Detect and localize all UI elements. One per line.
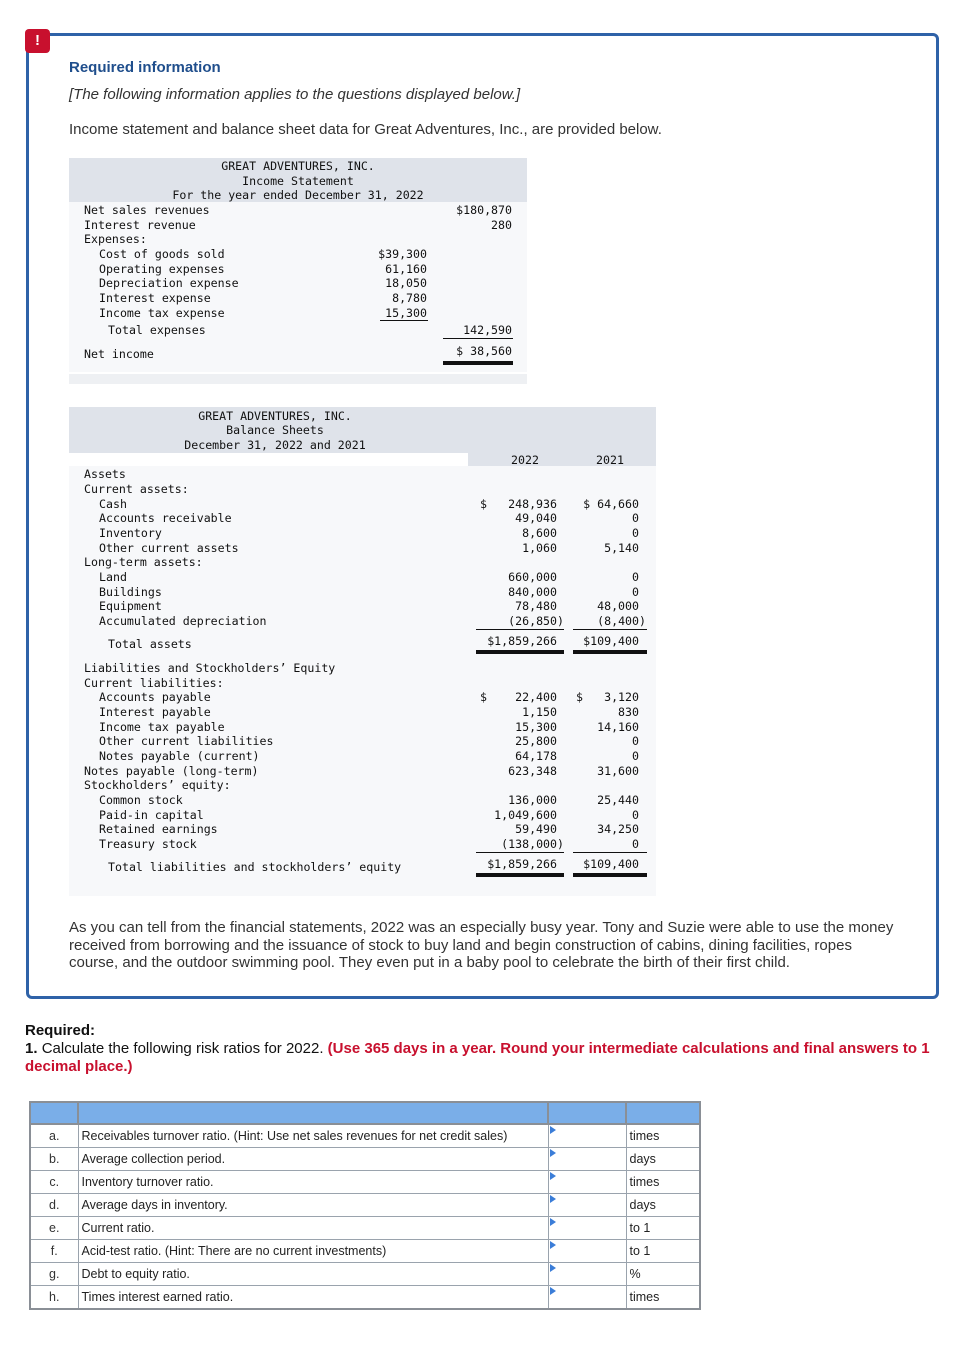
net-income-label: Net income: [84, 347, 154, 361]
total-expenses-value: 142,590: [463, 323, 512, 337]
long-term-asset-2022: 840,000: [508, 585, 557, 599]
input-marker-icon: [550, 1172, 556, 1180]
expense-label: Depreciation expense: [99, 276, 239, 290]
required-information-title: Required information: [69, 59, 221, 76]
current-asset-2022: 8,600: [522, 526, 557, 540]
expense-value: $39,300: [378, 247, 427, 261]
answer-input[interactable]: [549, 1286, 626, 1308]
expense-value: 61,160: [385, 262, 427, 276]
current-liability-2021: 14,160: [597, 720, 639, 734]
equity-2021: 0: [632, 808, 639, 822]
input-marker-icon: [550, 1195, 556, 1203]
alert-icon: !: [25, 29, 50, 53]
current-liability-label: Income tax payable: [99, 720, 225, 734]
required-label: Required:: [25, 1022, 96, 1039]
equity-label: Treasury stock: [99, 837, 197, 851]
instruction-text: Calculate the following risk ratios for 2022.: [41, 1040, 324, 1057]
current-asset-2021: 5,140: [604, 541, 639, 555]
answer-input[interactable]: [549, 1194, 626, 1216]
total-assets-2021: $109,400: [583, 634, 639, 648]
equity-2022: 59,490: [515, 822, 557, 836]
current-liability-2022: 15,300: [515, 720, 557, 734]
stockholders-equity-label: Stockholders’ equity:: [84, 778, 231, 792]
income-period: For the year ended December 31, 2022: [172, 188, 424, 202]
expense-value: 18,050: [385, 276, 427, 290]
total-liabilities-equity-label: Total liabilities and stockholders’ equity: [108, 860, 402, 874]
ratio-description: Average days in inventory.: [78, 1194, 548, 1217]
equity-2021: 34,250: [597, 822, 639, 836]
ratio-description: Receivables turnover ratio. (Hint: Use net sales revenues for net credit sales): [78, 1124, 548, 1148]
current-liability-2021: 3,120: [604, 690, 639, 704]
story-paragraph: As you can tell from the financial statements, 2022 was an especially busy year. Tony and Suzie were able to use the money received from borrowing and the issuance of stock to buy land and begin construction of cabins, dining facilities, ropes course, and the outdoor swimming pool. They even put in a baby pool to celebrate the birth of their first child.: [69, 919, 894, 971]
row-letter: d.: [30, 1194, 78, 1217]
answer-input[interactable]: [549, 1148, 626, 1170]
row-letter: b.: [30, 1148, 78, 1171]
balance-period: December 31, 2022 and 2021: [184, 438, 366, 452]
current-assets-label: Current assets:: [84, 482, 189, 496]
current-liability-label: Accounts payable: [99, 690, 211, 704]
table-row: [30, 1217, 700, 1240]
interest-revenue-value: 280: [491, 218, 512, 232]
current-liability-label: Interest payable: [99, 705, 211, 719]
table-row: [30, 1286, 700, 1310]
answer-input[interactable]: [549, 1217, 626, 1239]
ratio-unit: days: [626, 1148, 700, 1171]
long-term-asset-2021: 0: [632, 570, 639, 584]
long-term-asset-2022: 660,000: [508, 570, 557, 584]
current-liability-label: Notes payable (current): [99, 749, 260, 763]
total-expenses-underline: [443, 338, 513, 339]
current-asset-2021: 0: [632, 526, 639, 540]
ratio-unit: to 1: [626, 1217, 700, 1240]
long-term-assets-label: Long-term assets:: [84, 555, 203, 569]
ratio-description: Times interest earned ratio.: [78, 1286, 548, 1310]
current-liability-2021: 830: [618, 705, 639, 719]
expense-value: 15,300: [385, 306, 427, 320]
table-row: [30, 1240, 700, 1263]
interest-revenue-label: Interest revenue: [84, 218, 196, 232]
equity-label: Paid-in capital: [99, 808, 204, 822]
ratio-unit: times: [626, 1286, 700, 1310]
current-asset-label: Accounts receivable: [99, 511, 232, 525]
income-company-name: GREAT ADVENTURES, INC.: [221, 159, 375, 173]
notes-payable-long-term-label: Notes payable (long-term): [84, 764, 259, 778]
dollar-sign: $: [576, 690, 583, 704]
equity-label: Retained earnings: [99, 822, 218, 836]
ratio-unit: %: [626, 1263, 700, 1286]
expense-value: 8,780: [392, 291, 427, 305]
equity-2022: (138,000): [501, 837, 564, 851]
net-income-double-underline: [443, 361, 513, 365]
long-term-asset-label: Buildings: [99, 585, 162, 599]
expense-label: Interest expense: [99, 291, 211, 305]
row-letter: g.: [30, 1263, 78, 1286]
intro-text: Income statement and balance sheet data for Great Adventures, Inc., are provided below.: [69, 121, 662, 138]
dollar-sign: $: [480, 690, 487, 704]
ratio-unit: to 1: [626, 1240, 700, 1263]
risk-ratios-table: [29, 1101, 701, 1310]
total-assets-2022: $1,859,266: [487, 634, 557, 648]
expense-label: Operating expenses: [99, 262, 225, 276]
expense-label: Cost of goods sold: [99, 247, 225, 261]
total-liabilities-equity-2021: $109,400: [583, 857, 639, 871]
answer-input[interactable]: [549, 1125, 626, 1147]
balance-sheet-name: Balance Sheets: [226, 423, 324, 437]
table-row: [30, 1124, 700, 1148]
input-marker-icon: [550, 1126, 556, 1134]
ratio-unit: times: [626, 1124, 700, 1148]
row-letter: f.: [30, 1240, 78, 1263]
equity-2021: 25,440: [597, 793, 639, 807]
long-term-asset-label: Accumulated depreciation: [99, 614, 267, 628]
expenses-label: Expenses:: [84, 232, 147, 246]
current-asset-label: Cash: [99, 497, 127, 511]
total-assets-label: Total assets: [108, 637, 192, 651]
current-liabilities-label: Current liabilities:: [84, 676, 224, 690]
net-income-value: $ 38,560: [456, 344, 512, 358]
income-statement-name: Income Statement: [242, 174, 354, 188]
current-asset-2022: 248,936: [508, 497, 557, 511]
column-header-2022: 2022: [511, 453, 539, 467]
long-term-asset-2021: 0: [632, 585, 639, 599]
input-marker-icon: [550, 1218, 556, 1226]
total-liabilities-equity-2022: $1,859,266: [487, 857, 557, 871]
input-marker-icon: [550, 1287, 556, 1295]
long-term-asset-2021: 48,000: [597, 599, 639, 613]
ratio-description: Debt to equity ratio.: [78, 1263, 548, 1286]
current-asset-2022: 49,040: [515, 511, 557, 525]
expenses-underline: [380, 320, 428, 321]
dollar-sign: $: [480, 497, 487, 511]
total-expenses-label: Total expenses: [108, 323, 206, 337]
table-row: [30, 1194, 700, 1217]
assets-label: Assets: [84, 467, 126, 481]
net-sales-label: Net sales revenues: [84, 203, 210, 217]
equity-2021: 0: [632, 837, 639, 851]
notes-payable-long-term-2021: 31,600: [597, 764, 639, 778]
applies-note: [The following information applies to the questions displayed below.]: [69, 86, 521, 103]
current-asset-label: Inventory: [99, 526, 162, 540]
equity-2022: 1,049,600: [494, 808, 557, 822]
equity-label: Common stock: [99, 793, 183, 807]
expense-label: Income tax expense: [99, 306, 225, 320]
answer-input[interactable]: [549, 1240, 626, 1262]
balance-company-name: GREAT ADVENTURES, INC.: [198, 409, 352, 423]
column-header-2021: 2021: [596, 453, 624, 467]
ratio-description: Inventory turnover ratio.: [78, 1171, 548, 1194]
answer-input[interactable]: [549, 1263, 626, 1285]
net-sales-value: $180,870: [456, 203, 512, 217]
ratio-description: Acid-test ratio. (Hint: There are no current investments): [78, 1240, 548, 1263]
input-marker-icon: [550, 1149, 556, 1157]
long-term-asset-2022: 78,480: [515, 599, 557, 613]
row-letter: c.: [30, 1171, 78, 1194]
current-asset-2022: 1,060: [522, 541, 557, 555]
input-marker-icon: [550, 1241, 556, 1249]
instruction: [25, 1040, 945, 1076]
current-liability-label: Other current liabilities: [99, 734, 274, 748]
current-liability-2022: 25,800: [515, 734, 557, 748]
current-liability-2021: 0: [632, 749, 639, 763]
current-liability-2021: 0: [632, 734, 639, 748]
current-asset-2021: 0: [632, 511, 639, 525]
long-term-asset-2022: (26,850): [508, 614, 564, 628]
current-liability-2022: 22,400: [515, 690, 557, 704]
long-term-asset-2021: (8,400): [597, 614, 646, 628]
current-liability-2022: 64,178: [515, 749, 557, 763]
table-row: [30, 1263, 700, 1286]
ratio-unit: days: [626, 1194, 700, 1217]
long-term-asset-label: Equipment: [99, 599, 162, 613]
liabilities-equity-label: Liabilities and Stockholders’ Equity: [84, 661, 336, 675]
table-row: [30, 1148, 700, 1171]
row-letter: e.: [30, 1217, 78, 1240]
long-term-asset-label: Land: [99, 570, 127, 584]
ratio-description: Current ratio.: [78, 1217, 548, 1240]
instruction-number: 1.: [25, 1040, 38, 1057]
instruction-rounding-note: (Use 365 days in a year. Round your intermediate calculations and final answers to 1 decimal place.): [25, 1040, 930, 1075]
row-letter: a.: [30, 1124, 78, 1148]
answer-input[interactable]: [549, 1171, 626, 1193]
table-header-row: [30, 1102, 700, 1124]
current-asset-label: Other current assets: [99, 541, 239, 555]
ratio-unit: times: [626, 1171, 700, 1194]
equity-2022: 136,000: [508, 793, 557, 807]
ratio-description: Average collection period.: [78, 1148, 548, 1171]
current-liability-2022: 1,150: [522, 705, 557, 719]
row-letter: h.: [30, 1286, 78, 1310]
input-marker-icon: [550, 1264, 556, 1272]
notes-payable-long-term-2022: 623,348: [508, 764, 557, 778]
current-asset-2021: $ 64,660: [583, 497, 639, 511]
table-row: [30, 1171, 700, 1194]
